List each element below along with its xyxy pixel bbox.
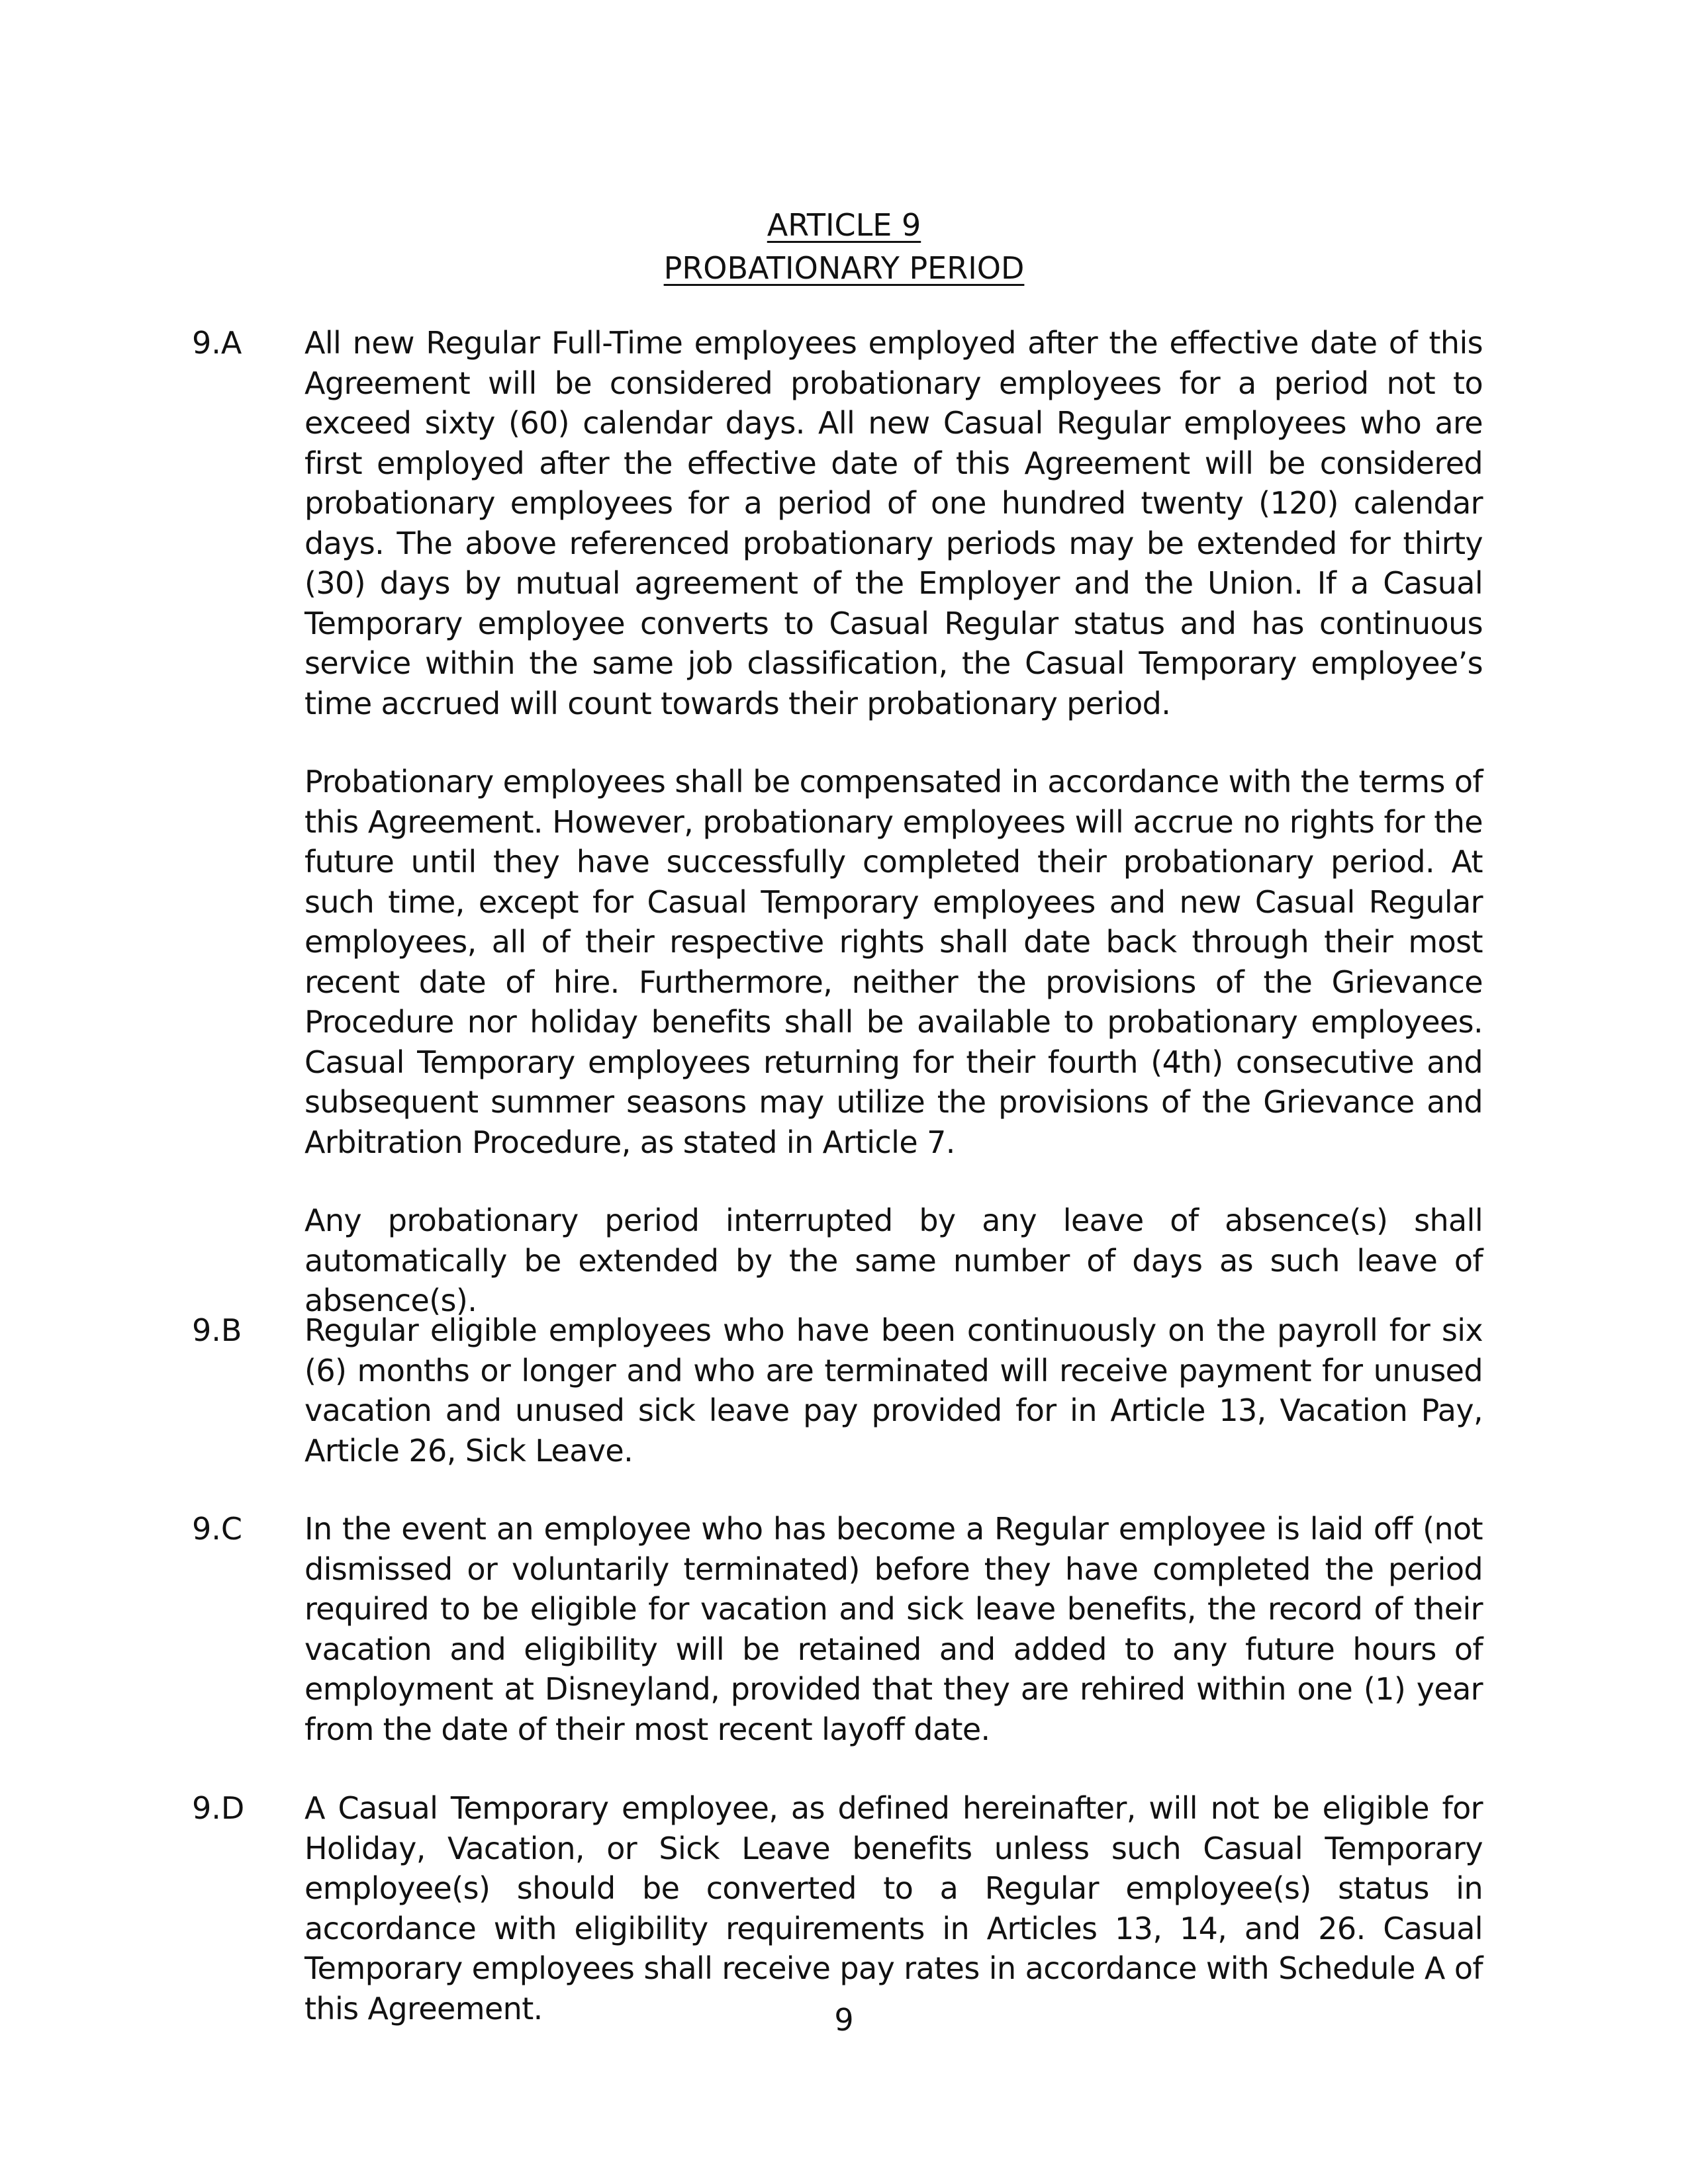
- section-paragraph: In the event an employee who has become a Regular employee is laid off (not dismissed or voluntarily terminated) before they have completed the period required to be eligible for vacation and sick leave benefits, the record of their vacation and eligibility will be retained and added to any future hours of employment at Disneyland, provided that they are rehired within one (1) year from the date of their most recent layoff date.: [305, 1511, 1483, 1747]
- section-label: 9.A: [192, 325, 242, 361]
- section-paragraph: Regular eligible employees who have been continuously on the payroll for six (6) months or longer and who are terminated will receive payment for unused vacation and unused sick leave pay provided for in Article 13, Vacation Pay, Article 26, Sick Leave.: [305, 1312, 1483, 1469]
- section-label: 9.C: [192, 1511, 243, 1547]
- section-paragraph: Any probationary period interrupted by any leave of absence(s) shall automatically be extended by the same number of days as such leave of absence(s).: [305, 1203, 1483, 1318]
- page-number: 9: [834, 2002, 854, 2038]
- section-paragraph: Probationary employees shall be compensated in accordance with the terms of this Agreement. However, probationary employees will accrue no rights for the future until they have successfully completed their probationary period. At such time, except for Casual Temporary employees and new Casual Regular employees, all of their respective rights shall date back through their most recent date of hire. Furthermore, neither the provisions of the Grievance Procedure nor holiday benefits shall be available to probationary employees. Casual Temporary employees returning for their fourth (4th) consecutive and subsequent summer seasons may utilize the provisions of the Grievance and Arbitration Procedure, as stated in Article 7.: [305, 764, 1483, 1160]
- section-body: [305, 1509, 1483, 1749]
- section-body: [305, 323, 1483, 1321]
- section-label: 9.D: [192, 1790, 245, 1826]
- section-body: [305, 1310, 1483, 1471]
- section-paragraph: A Casual Temporary employee, as defined hereinafter, will not be eligible for Holiday, Vacation, or Sick Leave benefits unless such Casual Temporary employee(s) should be converted to a Regular employee(s) status in accordance with eligibility requirements in Articles 13, 14, and 26. Casual Temporary employees shall receive pay rates in accordance with Schedule A of this Agreement.: [305, 1790, 1483, 2026]
- section-paragraph: All new Regular Full-Time employees employed after the effective date of this Agreement will be considered probationary employees for a period not to exceed sixty (60) calendar days. All new Casual Regular employees who are first employed after the effective date of this Agreement will be considered probationary employees for a period of one hundred twenty (120) calendar days. The above referenced probationary periods may be extended for thirty (30) days by mutual agreement of the Employer and the Union. If a Casual Temporary employee converts to Casual Regular status and has continuous service within the same job classification, the Casual Temporary employee’s time accrued will count towards their probationary period.: [305, 325, 1483, 721]
- article-number-heading: ARTICLE 9: [767, 207, 921, 243]
- section-label: 9.B: [192, 1312, 242, 1348]
- section-body: [305, 1788, 1483, 2028]
- article-title-heading: PROBATIONARY PERIOD: [663, 250, 1025, 286]
